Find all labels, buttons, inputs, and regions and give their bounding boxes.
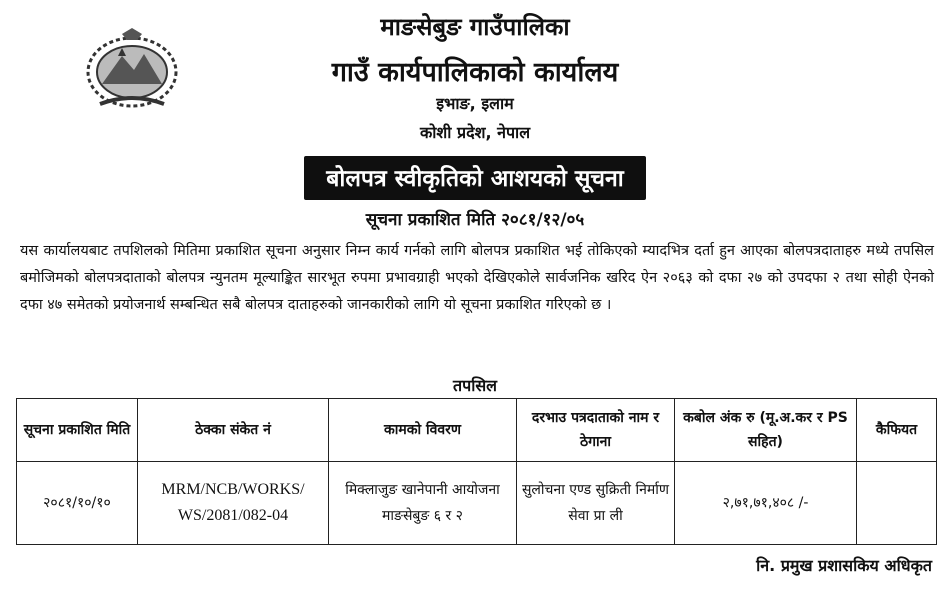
header-contract-no: ठेक्का संकेत नं bbox=[138, 399, 329, 462]
notice-banner: बोलपत्र स्वीकृतिको आशयको सूचना bbox=[304, 156, 646, 200]
cell-amount: २,७१,७१,४०८ /- bbox=[675, 462, 857, 545]
notice-banner-wrap bbox=[0, 156, 950, 200]
cell-bidder: सुलोचना एण्ड सुक्रिती निर्माण सेवा प्रा ली bbox=[517, 462, 675, 545]
details-table bbox=[16, 398, 937, 545]
header-publish-date: सूचना प्रकाशित मिति bbox=[17, 399, 138, 462]
header-description: कामको विवरण bbox=[329, 399, 517, 462]
office-location: इभाङ, इलाम bbox=[436, 94, 514, 113]
signatory-title: नि. प्रमुख प्रशासकिय अधिकृत bbox=[756, 556, 932, 575]
publish-date: सूचना प्रकाशित मिति २०८१/१२/०५ bbox=[365, 210, 585, 230]
notice-body: यस कार्यालयबाट तपशिलको मितिमा प्रकाशित सूचना अनुसार निम्न कार्य गर्नको लागि बोलपत्र प्रकाशित भई तोकिएको म्यादभित्र दर्ता हुन आएका बोलपत्रदाताहरु मध्ये तपसिल बमोजिमको बोलपत्रदाताको बोलपत्र न्युनतम मूल्याङ्कित सारभूत रुपमा प्रभावग्राही भएको देखिएकोले सार्वजनिक खरिद ऐन २०६३ को दफा २७ को उपदफा २ तथा सोही ऐनको दफा ४७ समेतको प्रयोजनार्थ सम्बन्धित सबै बोलपत्र दाताहरुको जानकारीको लागि यो सूचना प्रकाशित गरिएको छ । bbox=[20, 243, 934, 313]
header-amount: कबोल अंक रु (मू.अ.कर र PS सहित) bbox=[675, 399, 857, 462]
header-remarks: कैफियत bbox=[857, 399, 937, 462]
office-name: गाउँ कार्यपालिकाको कार्यालय bbox=[331, 57, 619, 88]
cell-description: मिक्लाजुङ खानेपानी आयोजना माङसेबुङ ६ र २ bbox=[329, 462, 517, 545]
header-bidder: दरभाउ पत्रदाताको नाम र ठेगाना bbox=[517, 399, 675, 462]
cell-remarks bbox=[857, 462, 937, 545]
province-country: कोशी प्रदेश, नेपाल bbox=[419, 123, 531, 142]
cell-contract-no: MRM/NCB/WORKS/ WS/2081/082-04 bbox=[138, 462, 329, 545]
table-title: तपसिल bbox=[452, 376, 498, 395]
municipality-name: माङसेबुङ गाउँपालिका bbox=[380, 13, 570, 41]
cell-date: २०८१/१०/१० bbox=[17, 462, 138, 545]
table-row bbox=[17, 462, 937, 545]
table-header-row bbox=[17, 399, 937, 462]
